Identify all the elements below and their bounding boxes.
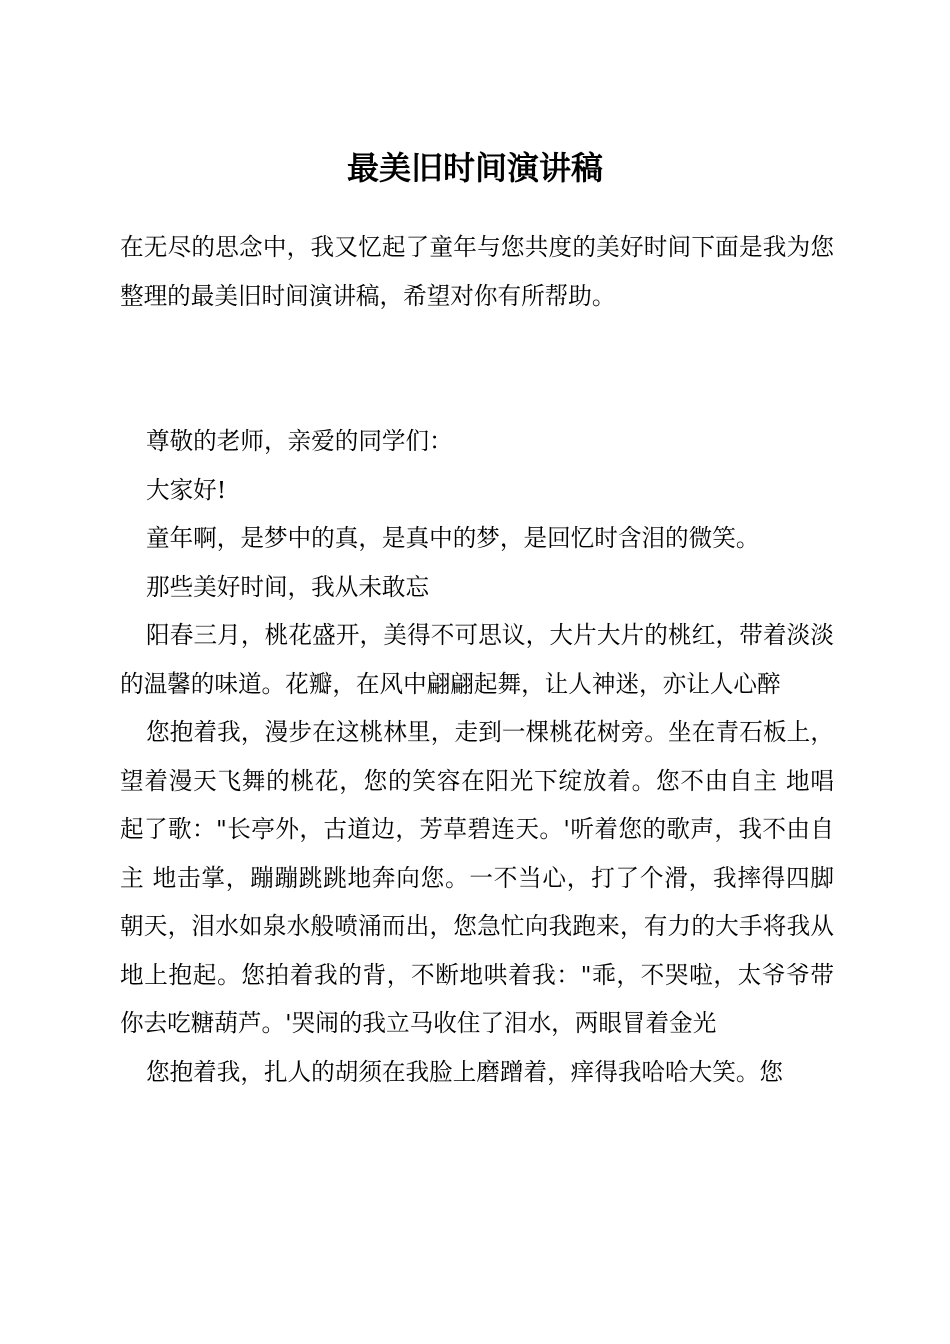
intro-paragraph: 在无尽的思念中，我又忆起了童年与您共度的美好时间下面是我为您整理的最美旧时间演讲稿，希望对你有所帮助。 [120,233,834,310]
paragraph: 阳春三月，桃花盛开，美得不可思议，大片大片的桃红，带着淡淡的温馨的味道。花瓣，在风中翩翩起舞，让人神迷，亦让人心醉 [120,621,834,698]
document-title: 最美旧时间演讲稿 [346,149,603,187]
paragraph: 那些美好时间，我从未敢忘 [146,572,430,601]
paragraph: 童年啊，是梦中的真，是真中的梦，是回忆时含泪的微笑。 [146,524,760,552]
paragraph-salutation: 尊敬的老师，亲爱的同学们： [146,427,453,455]
paragraph: 您抱着我，漫步在这桃林里，走到一棵桃花树旁。坐在青石板上，望着漫天飞舞的桃花，您的笑容在阳光下绽放着。您不由自主 地唱起了歌："长亭外，古道边，芳草碧连天。'听着您的歌声，我不由自主 地击掌，蹦蹦跳跳地奔向您。一不当心，打了个滑，我摔得四脚朝天，泪水如泉水般喷涌而出，您急忙向我跑来，有力的大手将我从地上抱起。您拍着我的背，不断地哄着我："乖，不哭啦，太爷爷带你去吃糖葫芦。'哭闹的我立马收住了泪水，两眼冒着金光 [120,718,834,1037]
paragraph-greeting: 大家好! [146,475,227,504]
speech-body [120,417,834,1096]
paragraph: 您抱着我，扎人的胡须在我脸上磨蹭着，痒得我哈哈大笑。您 [146,1057,784,1086]
